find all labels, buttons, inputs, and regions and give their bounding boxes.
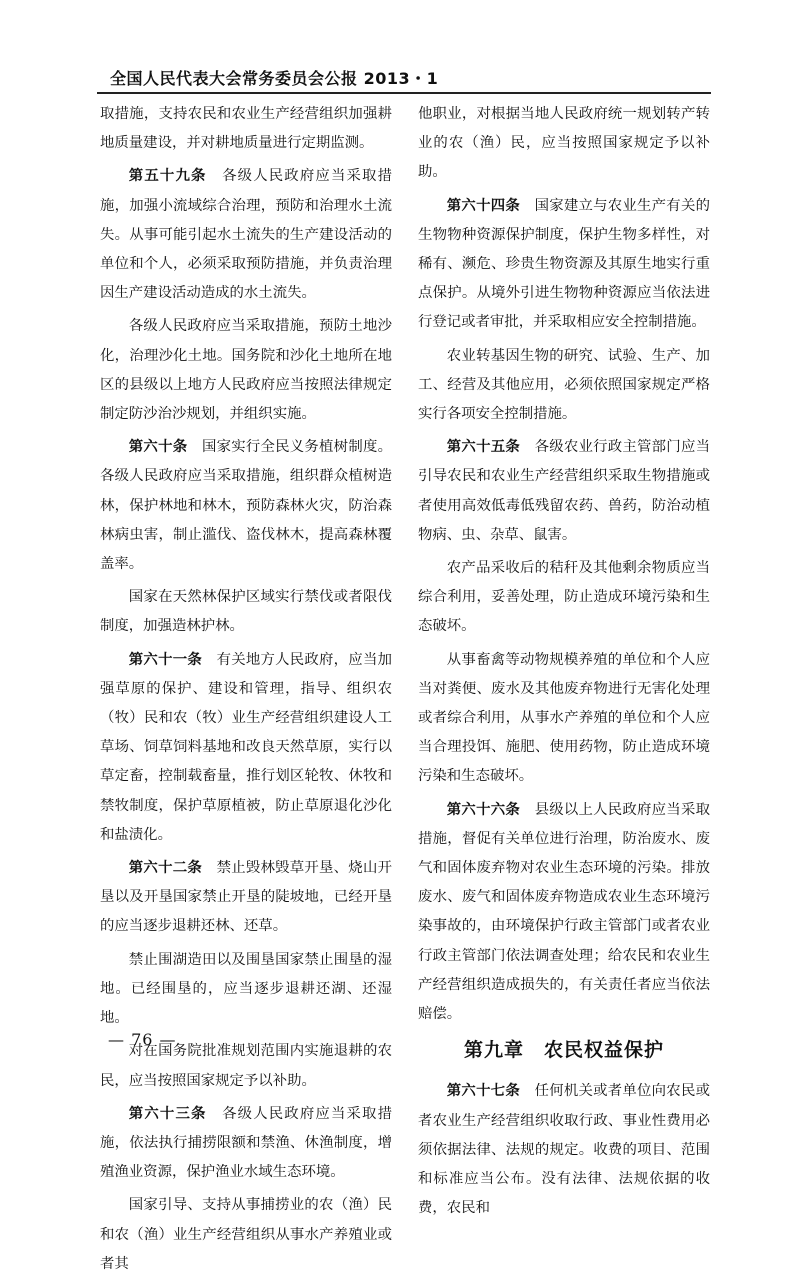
paragraph	[418, 433, 710, 550]
article-number: 第六十七条	[446, 1083, 520, 1100]
right-column	[418, 100, 710, 1227]
paragraph	[418, 554, 710, 642]
article-number: 第六十条	[128, 439, 188, 456]
paragraph-text: 各级人民政府应当采取措施，依法执行捕捞限额和禁渔、休渔制度，增殖渔业资源，保护渔业水域生态环境。	[100, 1105, 392, 1181]
paragraph-text: 禁止毁林毁草开垦、烧山开垦以及开垦国家禁止开垦的陡坡地，已经开垦的应当逐步退耕还林、还草。	[100, 860, 392, 935]
article-number: 第六十五条	[446, 439, 520, 456]
paragraph-text: 国家实行全民义务植树制度。各级人民政府应当采取措施，组织群众植树造林，保护林地和林木，预防森林火灾，防治森林病虫害，制止滥伐、盗伐林木，提高森林覆盖率。	[100, 439, 392, 573]
paragraph	[100, 433, 392, 579]
article-number: 第六十四条	[446, 197, 520, 214]
paragraph-text: 县级以上人民政府应当采取措施，督促有关单位进行治理，防治废水、废气和固体废弃物对农业生态环境的污染。排放废水、废气和固体废弃物造成农业生态环境污染事故的，由环境保护行政主管部门或者农业行政主管部门依法调查处理；给农民和农业生产经营组织造成损失的，有关责任者应当依法赔偿。	[418, 801, 710, 1023]
paragraph	[418, 192, 710, 338]
article-number: 第六十一条	[128, 651, 202, 668]
paragraph	[100, 583, 392, 641]
paragraph-text: 国家建立与农业生产有关的生物物种资源保护制度，保护生物多样性，对稀有、濒危、珍贵生物资源及其原生地实行重点保护。从境外引进生物物种资源应当依法进行登记或者审批，并采取相应安全控制措施。	[418, 197, 710, 331]
paragraph	[100, 646, 392, 850]
paragraph	[418, 342, 710, 430]
paragraph-text: 国家引导、支持从事捕捞业的农（渔）民和农（渔）业生产经营组织从事水产养殖业或者其	[100, 1197, 392, 1272]
paragraph-text: 他职业，对根据当地人民政府统一规划转产转业的农（渔）民，应当按照国家规定予以补助。	[418, 106, 710, 181]
paragraph	[100, 162, 392, 308]
paragraph	[418, 1077, 710, 1223]
paragraph-text: 各级农业行政主管部门应当引导农民和农业生产经营组织采取生物措施或者使用高效低毒低残留农药、兽药，防治动植物病、虫、杂草、鼠害。	[418, 439, 710, 543]
paragraph	[100, 1191, 392, 1279]
chapter-heading: 第九章 农民权益保护	[463, 1039, 664, 1062]
header-divider	[97, 92, 711, 94]
article-number: 第六十六条	[446, 801, 520, 818]
paragraph	[100, 100, 392, 158]
paragraph	[100, 946, 392, 1034]
paragraph-text: 禁止围湖造田以及围垦国家禁止围垦的湿地。已经围垦的，应当逐步退耕还湖、还湿地。	[100, 951, 392, 1027]
paragraph-text: 各级人民政府应当采取措施，加强小流域综合治理，预防和治理水土流失。从事可能引起水土流失的生产建设活动的单位和个人，必须采取预防措施，并负责治理因生产建设活动造成的水土流失。	[100, 168, 392, 302]
paragraph	[418, 100, 710, 188]
paragraph-text: 任何机关或者单位向农民或者农业生产经营组织收取行政、事业性费用必须依据法律、法规的规定。收费的项目、范围和标准应当公布。没有法律、法规依据的收费，农民和	[418, 1083, 710, 1217]
article-number: 第六十三条	[128, 1105, 207, 1122]
left-column	[100, 100, 392, 1283]
paragraph-text: 各级人民政府应当采取措施，预防土地沙化，治理沙化土地。国务院和沙化土地所在地区的县级以上地方人民政府应当按照法律规定制定防沙治沙规划，并组织实施。	[100, 318, 392, 423]
paragraph	[418, 646, 710, 792]
paragraph	[100, 1100, 392, 1188]
page-number: — 76 —	[108, 1030, 177, 1049]
paragraph-text: 对在国务院批准规划范围内实施退耕的农民，应当按照国家规定予以补助。	[100, 1043, 392, 1089]
article-number: 第五十九条	[128, 168, 207, 185]
paragraph	[418, 796, 710, 1030]
paragraph-text: 农业转基因生物的研究、试验、生产、加工、经营及其他应用，必须依照国家规定严格实行各项安全控制措施。	[418, 347, 710, 423]
paragraph-text: 从事畜禽等动物规模养殖的单位和个人应当对粪便、废水及其他废弃物进行无害化处理或者综合利用，从事水产养殖的单位和个人应当合理投饵、施肥、使用药物，防止造成环境污染和生态破坏。	[418, 651, 710, 785]
paragraph-text: 取措施，支持农民和农业生产经营组织加强耕地质量建设，并对耕地质量进行定期监测。	[100, 106, 392, 152]
paragraph-text: 有关地方人民政府，应当加强草原的保护、建设和管理，指导、组织农（牧）民和农（牧）业生产经营组织建设人工草场、饲草饲料基地和改良天然草原，实行以草定畜，控制载畜量，推行划区轮牧、休牧和禁牧制度，保护草原植被，防止草原退化沙化和盐渍化。	[100, 651, 392, 843]
journal-header-title: 全国人民代表大会常务委员会公报 2013・1	[110, 69, 439, 88]
paragraph	[100, 854, 392, 942]
paragraph-text: 农产品采收后的秸秆及其他剩余物质应当综合利用，妥善处理，防止造成环境污染和生态破坏。	[418, 560, 710, 635]
article-number: 第六十二条	[128, 860, 202, 877]
paragraph	[100, 312, 392, 429]
paragraph-text: 国家在天然林保护区域实行禁伐或者限伐制度，加强造林护林。	[100, 589, 392, 635]
